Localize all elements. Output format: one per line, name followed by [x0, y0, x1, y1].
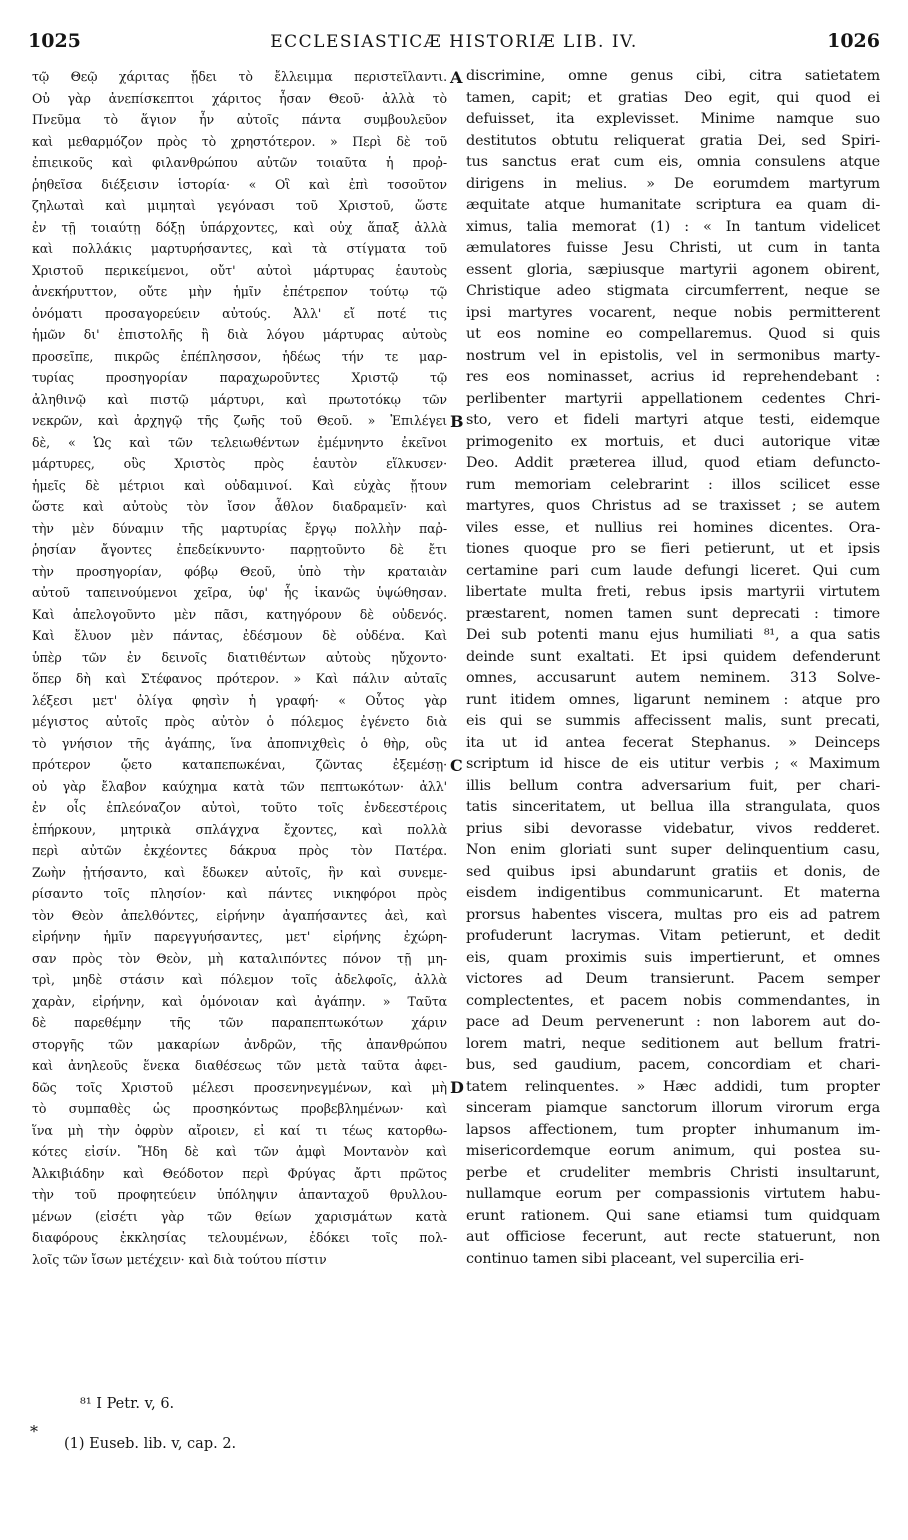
text-line: discrimine, omne genus cibi, citra satietatem — [466, 68, 880, 84]
text-line: præstarent, nomen tamen sunt deprecati : timore — [466, 605, 880, 622]
text-line: τυρίας προσηγορίαν παραχωροῦντες Χριστῷ τῷ — [32, 370, 447, 385]
text-line: ἡμῶν δι' ἐπιστολῆς ἢ διὰ λόγου μάρτυρας αὐτοὺς — [32, 327, 447, 342]
text-line: ipsi martyres vocarent, neque nobis permitterent — [466, 304, 880, 321]
text-line: ita ut id antea fecerat Stephanus. » Deinceps — [466, 734, 880, 751]
text-line: complectentes, et pacem nobis commendantes, in — [466, 992, 880, 1009]
text-line: Ἀλκιβιάδην καὶ Θεόδοτον περὶ Φρύγας ἄρτι πρῶτος — [32, 1165, 447, 1181]
text-line: nullamque eorum per compassionis virtutem habu- — [466, 1186, 880, 1202]
text-line: τὸ συμπαθὲς ὡς προσηκόντως προβεβλημένων· καὶ — [32, 1101, 447, 1116]
text-line: δῶς τοῖς Χριστοῦ μέλεσι προσενηνεγμένων, καὶ μὴ — [32, 1079, 447, 1095]
text-line: τὸν Θεὸν ἀπελθόντες, εἰρήνην ἀγαπήσαντες ἀεὶ, καὶ — [32, 907, 447, 923]
text-line: sinceram piamque sanctorum illorum virorum erga — [466, 1100, 880, 1116]
text-line: Dei sub potenti manu ejus humiliati ⁸¹, a qua satis — [466, 627, 880, 643]
text-line: dirigens in melius. » De eorumdem martyrum — [466, 175, 880, 192]
text-line: πρότερον ᾤετο καταπεπωκέναι, ζῶντας ἐξεμέσῃ· — [32, 757, 447, 772]
text-line: Οὐ γὰρ ἀνεπίσκεπτοι χάριτος ἦσαν Θεοῦ· ἀλλὰ τὸ — [32, 90, 447, 106]
text-line: ῥησίαν ἄγοντες ἐπεδείκνυντο· παρῃτοῦντο δὲ ἔτι — [32, 542, 447, 557]
text-line: profuderunt lacrymas. Vitam petierunt, et dedit — [466, 928, 880, 944]
text-line: λέξεσι μετ' ὀλίγα φησὶν ἡ γραφή· « Οὗτος γὰρ — [32, 692, 447, 708]
text-line: misericordemque eorum animum, qui postea su- — [466, 1143, 880, 1159]
latin-text-column — [466, 66, 880, 1270]
text-line: certamine pari cum laude defungi liceret. Qui cum — [466, 562, 880, 579]
footnote-scripture: ⁸¹ I Petr. v, 6. — [80, 1396, 175, 1412]
text-line: eis qui se summis affecissent malis, sunt precati, — [466, 713, 880, 729]
text-line: pace ad Deum pervenerunt : non laborem aut do- — [466, 1014, 880, 1030]
text-line: μέγιστος αὐτοῖς πρὸς αὐτὸν ὁ πόλεμος ἐγένετο διὰ — [32, 714, 447, 729]
text-line: ὅπερ δὴ καὶ Στέφανος πρότερον. » Καὶ πάλιν αὐταῖς — [32, 671, 447, 686]
text-line: libertate multa freti, rebus ipsis martyrii virtutem — [466, 584, 880, 600]
text-line: sto, vero et fideli martyri atque testi, eidemque — [466, 412, 880, 428]
text-line: essent gloria, sæpiusque martyrii agonem obirent, — [466, 261, 880, 278]
text-line: continuo tamen sibi placeant, vel supercilia eri- — [466, 1250, 804, 1267]
text-line: Καὶ ἔλυον μὲν πάντας, ἐδέσμουν δὲ οὐδένα. Καὶ — [32, 628, 447, 643]
text-line: perlibenter martyrii appellationem cedentes Chri- — [466, 390, 880, 407]
text-line: lorem matri, neque seditionem aut bellum fratri- — [466, 1035, 880, 1052]
text-line: viles esse, et nullius rei homines dicentes. Ora- — [466, 519, 880, 536]
text-line: Deo. Addit præterea illud, quod etiam defuncto- — [466, 455, 880, 471]
text-line: tiones quoque pro se fieri petierunt, ut et ipsis — [466, 541, 880, 557]
text-line: κότες εἰσίν. Ἤδη δὲ καὶ τῶν ἀμφὶ Μοντανὸν καὶ — [32, 1144, 447, 1159]
text-line: ὀνόματι προσαγορεύειν αὐτούς. Ἀλλ' εἴ ποτέ τις — [32, 305, 447, 321]
text-line: omnes, accusarunt autem neminem. 313 Solve- — [466, 670, 880, 686]
text-line: ἀληθινῷ καὶ πιστῷ μάρτυρι, καὶ πρωτοτόκῳ τῶν — [32, 391, 447, 407]
text-line: τῷ Θεῷ χάριτας ᾔδει τὸ ἔλλειμμα περιστεῖλαντι. — [32, 69, 447, 84]
text-line: ρίσαντο τοῖς πλησίον· καὶ πάντες νικηφόροι πρὸς — [32, 886, 447, 901]
text-line: δὲ παρεθέμην τῆς τῶν παραπεπτωκότων χάριν — [32, 1015, 447, 1030]
text-line: illis bellum contra adversarium fuit, per chari- — [466, 777, 880, 794]
margin-letter-a: A — [450, 68, 463, 87]
text-line: eisdem indigentibus communicarunt. Et materna — [466, 885, 880, 901]
text-line: ὑπὲρ τῶν ἐν δεινοῖς διατιθέντων αὐτοὺς ηὔχοντο· — [32, 649, 447, 665]
text-line: aut officiose fecerunt, aut recte statuerunt, non — [466, 1229, 880, 1245]
margin-letter-b: B — [450, 412, 464, 431]
text-line: defuisset, ita explevisset. Minime namque suo — [466, 111, 880, 127]
text-line: καὶ πολλάκις μαρτυρήσαντες, καὶ τὰ στίγματα τοῦ — [32, 241, 447, 256]
text-line: destitutos obtutu reliquerat gratia Dei, sed Spiri- — [466, 132, 880, 149]
page-number-right: 1026 — [827, 30, 880, 52]
text-line: tatem relinquentes. » Hæc addidi, tum propter — [466, 1078, 880, 1095]
text-line: ἐπήρκουν, μητρικὰ σπλάγχνα ἔχοντες, καὶ πολλὰ — [32, 821, 447, 837]
margin-letter-d: D — [450, 1078, 464, 1097]
text-line: καὶ μεθαρμόζον πρὸς τὸ χρηστότερον. » Περὶ δὲ τοῦ — [32, 133, 447, 149]
text-line: διαφόρους ἐκκλησίας τελουμένων, ἐδόκει τοῖς πολ- — [32, 1230, 447, 1245]
footnote-source: (1) Euseb. lib. v, cap. 2. — [64, 1436, 237, 1452]
text-line: ἀνεκήρυττον, οὔτε μὴν ἡμῖν ἐπέτρεπον τούτῳ τῷ — [32, 284, 447, 299]
text-line: ἐν οἷς ἐπλεόναζον αὐτοὶ, τοῦτο τοῖς ἐνδεεστέροις — [32, 800, 447, 815]
text-line: μένων (εἰσέτι γὰρ τῶν θείων χαρισμάτων κατὰ — [32, 1208, 447, 1224]
text-line: erunt rationem. Qui sane etiamsi tum quidquam — [466, 1207, 880, 1224]
text-line: tatis sinceritatem, ut bellua illa strangulata, quos — [466, 799, 880, 815]
text-line: τρὶ, μηδὲ στάσιν καὶ πόλεμον τοῖς ἀδελφοῖς, ἀλλὰ — [32, 972, 447, 987]
text-line: ut eos nomine eo compellaremus. Quod si quis — [466, 326, 880, 342]
text-line: ζηλωταὶ καὶ μιμηταὶ γεγόνασι τοῦ Χριστοῦ, ὥστε — [32, 198, 447, 213]
text-line: μάρτυρες, οὓς Χριστὸς πρὸς ἑαυτὸν εἵλκυσεν· — [32, 456, 447, 471]
text-line: καὶ ἀνηλεοῦς ἕνεκα διαθέσεως τῶν μετὰ ταῦτα ἀφει- — [32, 1058, 447, 1073]
text-line: scriptum id hisce de eis utitur verbis ; « Maximum — [466, 756, 880, 772]
text-line: bus, sed gaudium, pacem, concordiam et chari- — [466, 1057, 880, 1073]
page-number-left: 1025 — [28, 30, 81, 52]
greek-text-column — [32, 66, 447, 1270]
text-line: eis, quam proximis suis impertierunt, et omnes — [466, 949, 880, 966]
text-line: Ζωὴν ᾐτήσαντο, καὶ ἔδωκεν αὐτοῖς, ἣν καὶ συνεμε- — [32, 864, 447, 880]
text-line: τὴν μὲν δύναμιν τῆς μαρτυρίας ἔργῳ πολλὴν παῤ- — [32, 520, 447, 536]
text-line: perbe et crudeliter membris Christi insultarunt, — [466, 1164, 880, 1181]
text-line: sed quibus ipsi abundarunt gratiis et donis, de — [466, 863, 880, 880]
text-line: ἐπιεικοῦς καὶ φιλανθρώπου αὐτῶν τοιαῦτα ἡ προῤ- — [32, 155, 447, 170]
text-line: tus sanctus erat cum eis, omnia consulens atque — [466, 154, 880, 170]
text-line: æquitate atque humanitate scriptura ea quam di- — [466, 197, 880, 213]
text-line: tamen, capit; et gratias Deo egit, qui quod ei — [466, 89, 880, 106]
text-line: primogenito ex mortuis, et duci autorique vitæ — [466, 433, 880, 450]
text-line: Christique adeo stigmata circumferrent, neque se — [466, 283, 880, 299]
text-line: δὲ, « Ὡς καὶ τῶν τελειωθέντων ἐμέμνηντο ἐκεῖνοι — [32, 434, 447, 450]
text-line: ὥστε καὶ αὐτοὺς τὸν ἴσον ἆθλον διαδραμεῖν· καὶ — [32, 499, 447, 514]
text-line: εἰρήνην ἡμῖν παρεγγυήσαντες, μετ' εἰρήνης ἐχώρη- — [32, 929, 447, 944]
text-line: martyres, quos Christus ad se traxisset ; se autem — [466, 498, 880, 514]
text-line: Πνεῦμα τὸ ἅγιον ἦν αὐτοῖς πάντα συμβουλεῦον — [32, 112, 447, 127]
text-line: τὸ γνήσιον τῆς ἀγάπης, ἵνα ἀποπνιχθεὶς ὁ θὴρ, οὓς — [32, 735, 447, 751]
text-line: nostrum vel in epistolis, vel in sermonibus marty- — [466, 347, 880, 364]
text-line: deinde sunt exaltati. Et ipsi quidem defenderunt — [466, 648, 880, 665]
text-line: ximus, talia memorat (1) : « In tantum videlicet — [466, 218, 880, 235]
text-line: prorsus habentes viscera, multas pro eis ad patrem — [466, 906, 880, 923]
text-line: τὴν προσηγορίαν, φόβῳ Θεοῦ, ὑπὸ τὴν κραταιὰν — [32, 563, 447, 579]
text-line: αὐτοῦ ταπεινούμενοι χεῖρα, ὑφ' ἧς ἱκανῶς ὑψώθησαν. — [32, 585, 447, 600]
footnote-star: * — [30, 1422, 38, 1441]
text-line: æmulatores fuisse Jesu Christi, ut cum in tanta — [466, 240, 880, 256]
text-line: Non enim gloriati sunt super delinquentium casu, — [466, 842, 880, 858]
text-line: rum memoriam celebrarint : illos scilicet esse — [466, 476, 880, 493]
text-line: οὐ γὰρ ἔλαβον καύχημα κατὰ τῶν πεπτωκότων· ἀλλ' — [32, 778, 447, 794]
margin-letter-c: C — [450, 756, 463, 775]
text-line: ἵνα μὴ τὴν ὀφρὺν αἴροιεν, εἰ καί τι τέως κατορθω- — [32, 1122, 447, 1138]
text-line: νεκρῶν, καὶ ἀρχηγῷ τῆς ζωῆς τοῦ Θεοῦ. » Ἐπιλέγει — [32, 413, 447, 428]
text-line: χαρὰν, εἰρήνην, καὶ ὁμόνοιαν καὶ ἀγάπην. » Ταῦτα — [32, 993, 447, 1009]
text-line: victores ad Deum transierunt. Pacem semper — [466, 971, 880, 987]
text-line: σαν πρὸς τὸν Θεὸν, μὴ καταλιπόντες πόνον τῇ μη- — [32, 950, 447, 966]
text-line: Χριστοῦ περικείμενοι, οὔτ' αὐτοὶ μάρτυρας ἑαυτοὺς — [32, 262, 447, 278]
text-line: τὴν τοῦ προφητεύειν ὑπόληψιν ἁπανταχοῦ θρυλλου- — [32, 1187, 447, 1202]
text-line: ἐν τῇ τοιαύτῃ δόξῃ ὑπάρχοντες, καὶ οὐχ ἅπαξ ἀλλὰ — [32, 219, 447, 235]
text-line: res eos nominasset, acrius id reprehendebant : — [466, 369, 880, 385]
text-line: prius sibi devorasse videbatur, vivos redderet. — [466, 820, 880, 837]
text-line: lapsos affectionem, tum propter inhumanum im- — [466, 1121, 880, 1138]
text-line: περὶ αὐτῶν ἐκχέοντες δάκρυα πρὸς τὸν Πατέρα. — [32, 843, 447, 858]
text-line: ῥηθεῖσα διέξεισιν ἱστορία· « Οἳ καὶ ἐπὶ τοσοῦτον — [32, 176, 447, 192]
text-line: Καὶ ἀπελογοῦντο μὲν πᾶσι, κατηγόρουν δὲ οὐδενός. — [32, 606, 447, 622]
page-header — [28, 30, 880, 60]
text-line: στοργῆς τῶν μακαρίων ἀνδρῶν, τῆς ἀπανθρώπου — [32, 1036, 447, 1052]
text-line: προσεῖπε, πικρῶς ἐπέπλησσον, ἡδέως τήν τε μαρ- — [32, 348, 447, 364]
text-line: λοῖς τῶν ἴσων μετέχειν· καὶ διὰ τούτου πίστιν — [32, 1251, 327, 1267]
text-line: runt itidem omnes, ligarunt neminem : atque pro — [466, 691, 880, 708]
text-line: ἡμεῖς δὲ μέτριοι καὶ οὐδαμινοί. Καὶ εὐχὰς ᾔτουν — [32, 477, 447, 493]
running-title: ECCLESIASTICÆ HISTORIÆ LIB. IV. — [270, 32, 638, 52]
